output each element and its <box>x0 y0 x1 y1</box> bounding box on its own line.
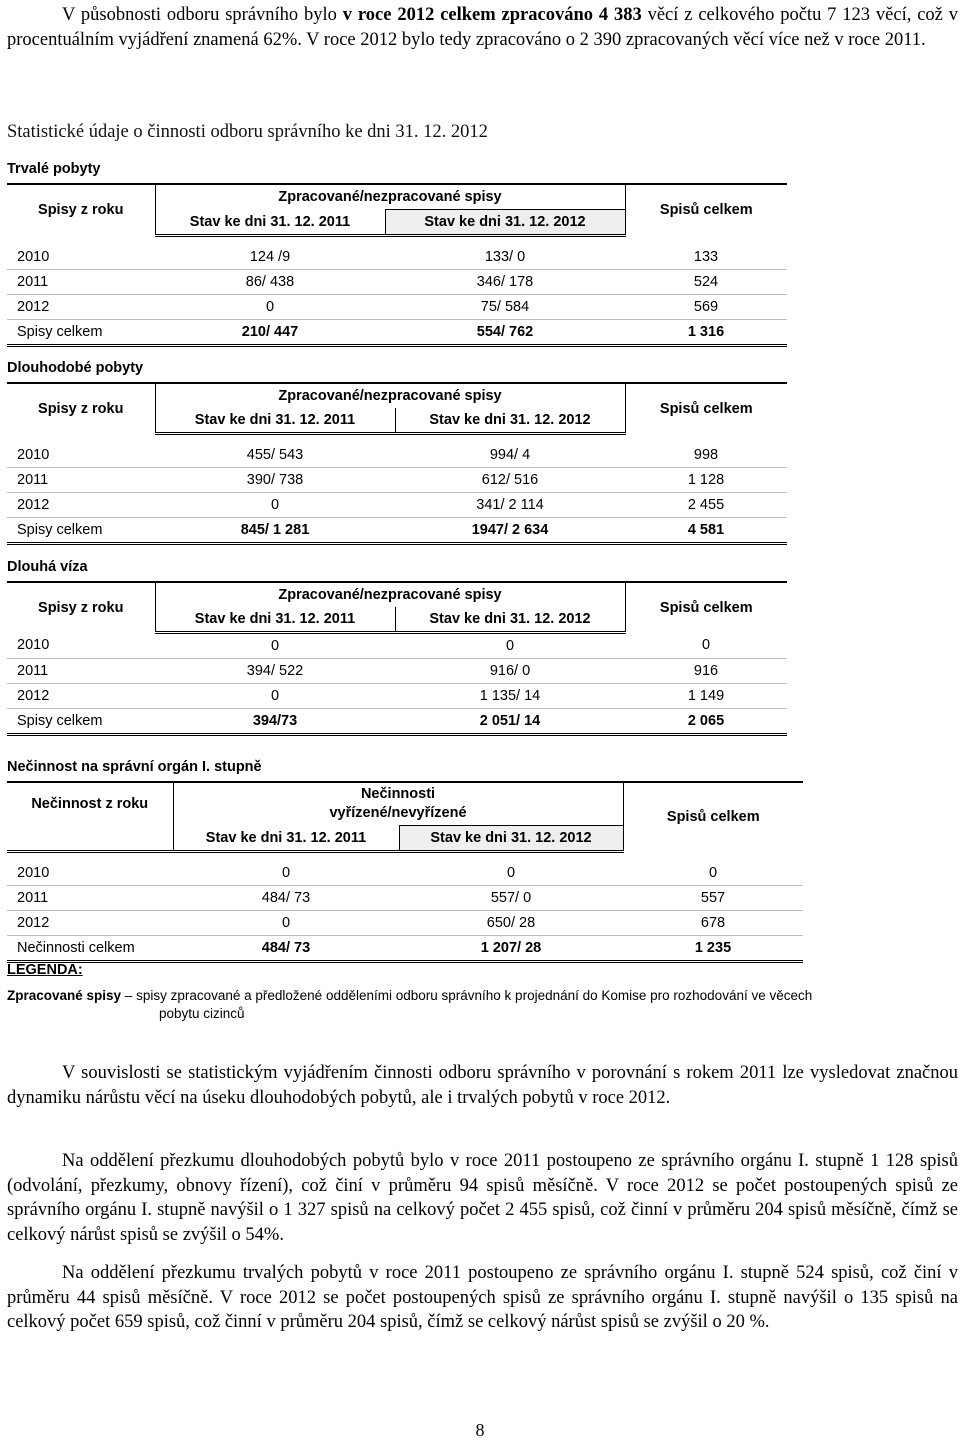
table-row: 2011 394/ 522 916/ 0 916 <box>7 659 787 684</box>
table-row: 2012 0 75/ 584 569 <box>7 295 787 320</box>
intro-text-1: V působnosti odboru správního bylo <box>62 5 343 25</box>
legend-text: Zpracované spisy – spisy zpracované a předložené odděleními odboru správního k projednání do Komise pro rozhodování ve věcech pobytu cizinců <box>7 987 958 1023</box>
col-header-total: Spisů celkem <box>623 782 803 852</box>
col-header-total: Spisů celkem <box>625 383 787 434</box>
table-total-row: Spisy celkem 210/ 447 554/ 762 1 316 <box>7 320 787 346</box>
col-header-group: Zpracované/nezpracované spisy <box>155 582 625 607</box>
table-row: 2010 0 0 0 <box>7 633 787 659</box>
table-title-trvale-pobyty: Trvalé pobyty <box>7 161 101 177</box>
col-header-first: Spisy z roku <box>7 383 155 434</box>
col-header-first: Nečinnost z roku <box>7 782 173 826</box>
table-total-row: Spisy celkem 845/ 1 281 1947/ 2 634 4 581 <box>7 518 787 544</box>
intro-bold: v roce 2012 celkem zpracováno 4 383 <box>342 5 642 25</box>
body-paragraph-1: V souvislosti se statistickým vyjádřením činnosti odboru správního v porovnání s rokem 2011 lze vysledovat značnou dynamiku nárůstu věcí na úseku dlouhodobých pobytů, ale i trvalých pobytů v roce 2012. <box>7 1063 958 1108</box>
table-dlouhodobe-pobyty <box>7 382 787 545</box>
table-title-dlouhodobe-pobyty: Dlouhodobé pobyty <box>7 360 144 376</box>
col-header-2012: Stav ke dni 31. 12. 2012 <box>395 408 625 434</box>
table-row: 2010 455/ 543 994/ 4 998 <box>7 443 787 468</box>
col-header-2011: Stav ke dni 31. 12. 2011 <box>155 607 395 633</box>
page-number: 8 <box>475 1420 485 1440</box>
table-row: 2012 0 650/ 28 678 <box>7 911 803 936</box>
statistics-heading: Statistické údaje o činnosti odboru správního ke dni 31. 12. 2012 <box>7 122 488 142</box>
col-header-2011: Stav ke dni 31. 12. 2011 <box>155 210 385 236</box>
table-row: 2010 0 0 0 <box>7 861 803 886</box>
intro-paragraph <box>7 3 958 52</box>
table-row: 2010 124 /9 133/ 0 133 <box>7 245 787 270</box>
table-row: 2011 86/ 438 346/ 178 524 <box>7 270 787 295</box>
table-title-dlouha-viza: Dlouhá víza <box>7 559 88 575</box>
col-header-total: Spisů celkem <box>625 582 787 633</box>
col-header-total: Spisů celkem <box>625 184 787 236</box>
legend-definition: spisy zpracované a předložené odděleními odboru správního k projednání do Komise pro rozhodování ve věcech <box>136 988 813 1003</box>
body-paragraph-3: Na oddělení přezkumu trvalých pobytů v roce 2011 postoupeno ze správního orgánu I. stupně 524 spisů, což činí v průměru 44 spisů měsíčně. V roce 2012 se počet postoupených spisů ze správního orgánu I. stupně navýšil o 135 spisů na celkový počet 659 spisů, což činní v průměru 204 spisů, čímž se celkový nárůst spisů se zvýšil o 20 %. <box>7 1263 958 1333</box>
col-header-2012: Stav ke dni 31. 12. 2012 <box>399 826 623 852</box>
table-row: 2012 0 1 135/ 14 1 149 <box>7 684 787 709</box>
body-paragraph-2: Na oddělení přezkumu dlouhodobých pobytů bylo v roce 2011 postoupeno ze správního orgánu I. stupně 1 128 spisů (odvolání, přezkumy, obnovy řízení), což činí v průměru 94 spisů měsíčně. V roce 2012 se počet postoupených spisů ze správního orgánu I. stupně navýšil o 1 327 spisů na celkový počet 2 455 spisů, což činní v průměru 204 spisů měsíčně, čímž se celkový nárůst spisů se zvýšil o 54%. <box>7 1151 958 1246</box>
col-header-group: Zpracované/nezpracované spisy <box>155 383 625 408</box>
legend-term: Zpracované spisy <box>7 988 122 1003</box>
table-total-row: Nečinnosti celkem 484/ 73 1 207/ 28 1 235 <box>7 936 803 962</box>
table-dlouha-viza <box>7 581 787 736</box>
table-row: 2012 0 341/ 2 114 2 455 <box>7 493 787 518</box>
col-header-2012: Stav ke dni 31. 12. 2012 <box>385 210 625 236</box>
col-header-2011: Stav ke dni 31. 12. 2011 <box>155 408 395 434</box>
col-header-2011: Stav ke dni 31. 12. 2011 <box>173 826 399 852</box>
table-title-necinnost: Nečinnost na správní orgán I. stupně <box>7 759 262 775</box>
intro-text-2: věcí z celkového počtu 7 123 věcí, což v procentuálním vyjádření znamená 62%. V roce 2012 bylo tedy zpracováno o 2 390 zpracovaných věcí více než v roce 2011. <box>7 5 959 50</box>
table-row: 2011 484/ 73 557/ 0 557 <box>7 886 803 911</box>
col-header-group: Nečinnosti vyřízené/nevyřízené <box>173 782 623 825</box>
legend-definition-cont: pobytu cizinců <box>159 1006 245 1021</box>
col-header-2012: Stav ke dni 31. 12. 2012 <box>395 607 625 633</box>
col-header-first: Spisy z roku <box>7 184 155 236</box>
col-header-group: Zpracované/nezpracované spisy <box>155 184 625 210</box>
col-header-first: Spisy z roku <box>7 582 155 633</box>
table-row: 2011 390/ 738 612/ 516 1 128 <box>7 468 787 493</box>
table-trvale-pobyty <box>7 183 787 347</box>
legend-title: LEGENDA: <box>7 962 83 978</box>
table-necinnost <box>7 781 803 963</box>
table-total-row: Spisy celkem 394/73 2 051/ 14 2 065 <box>7 709 787 735</box>
